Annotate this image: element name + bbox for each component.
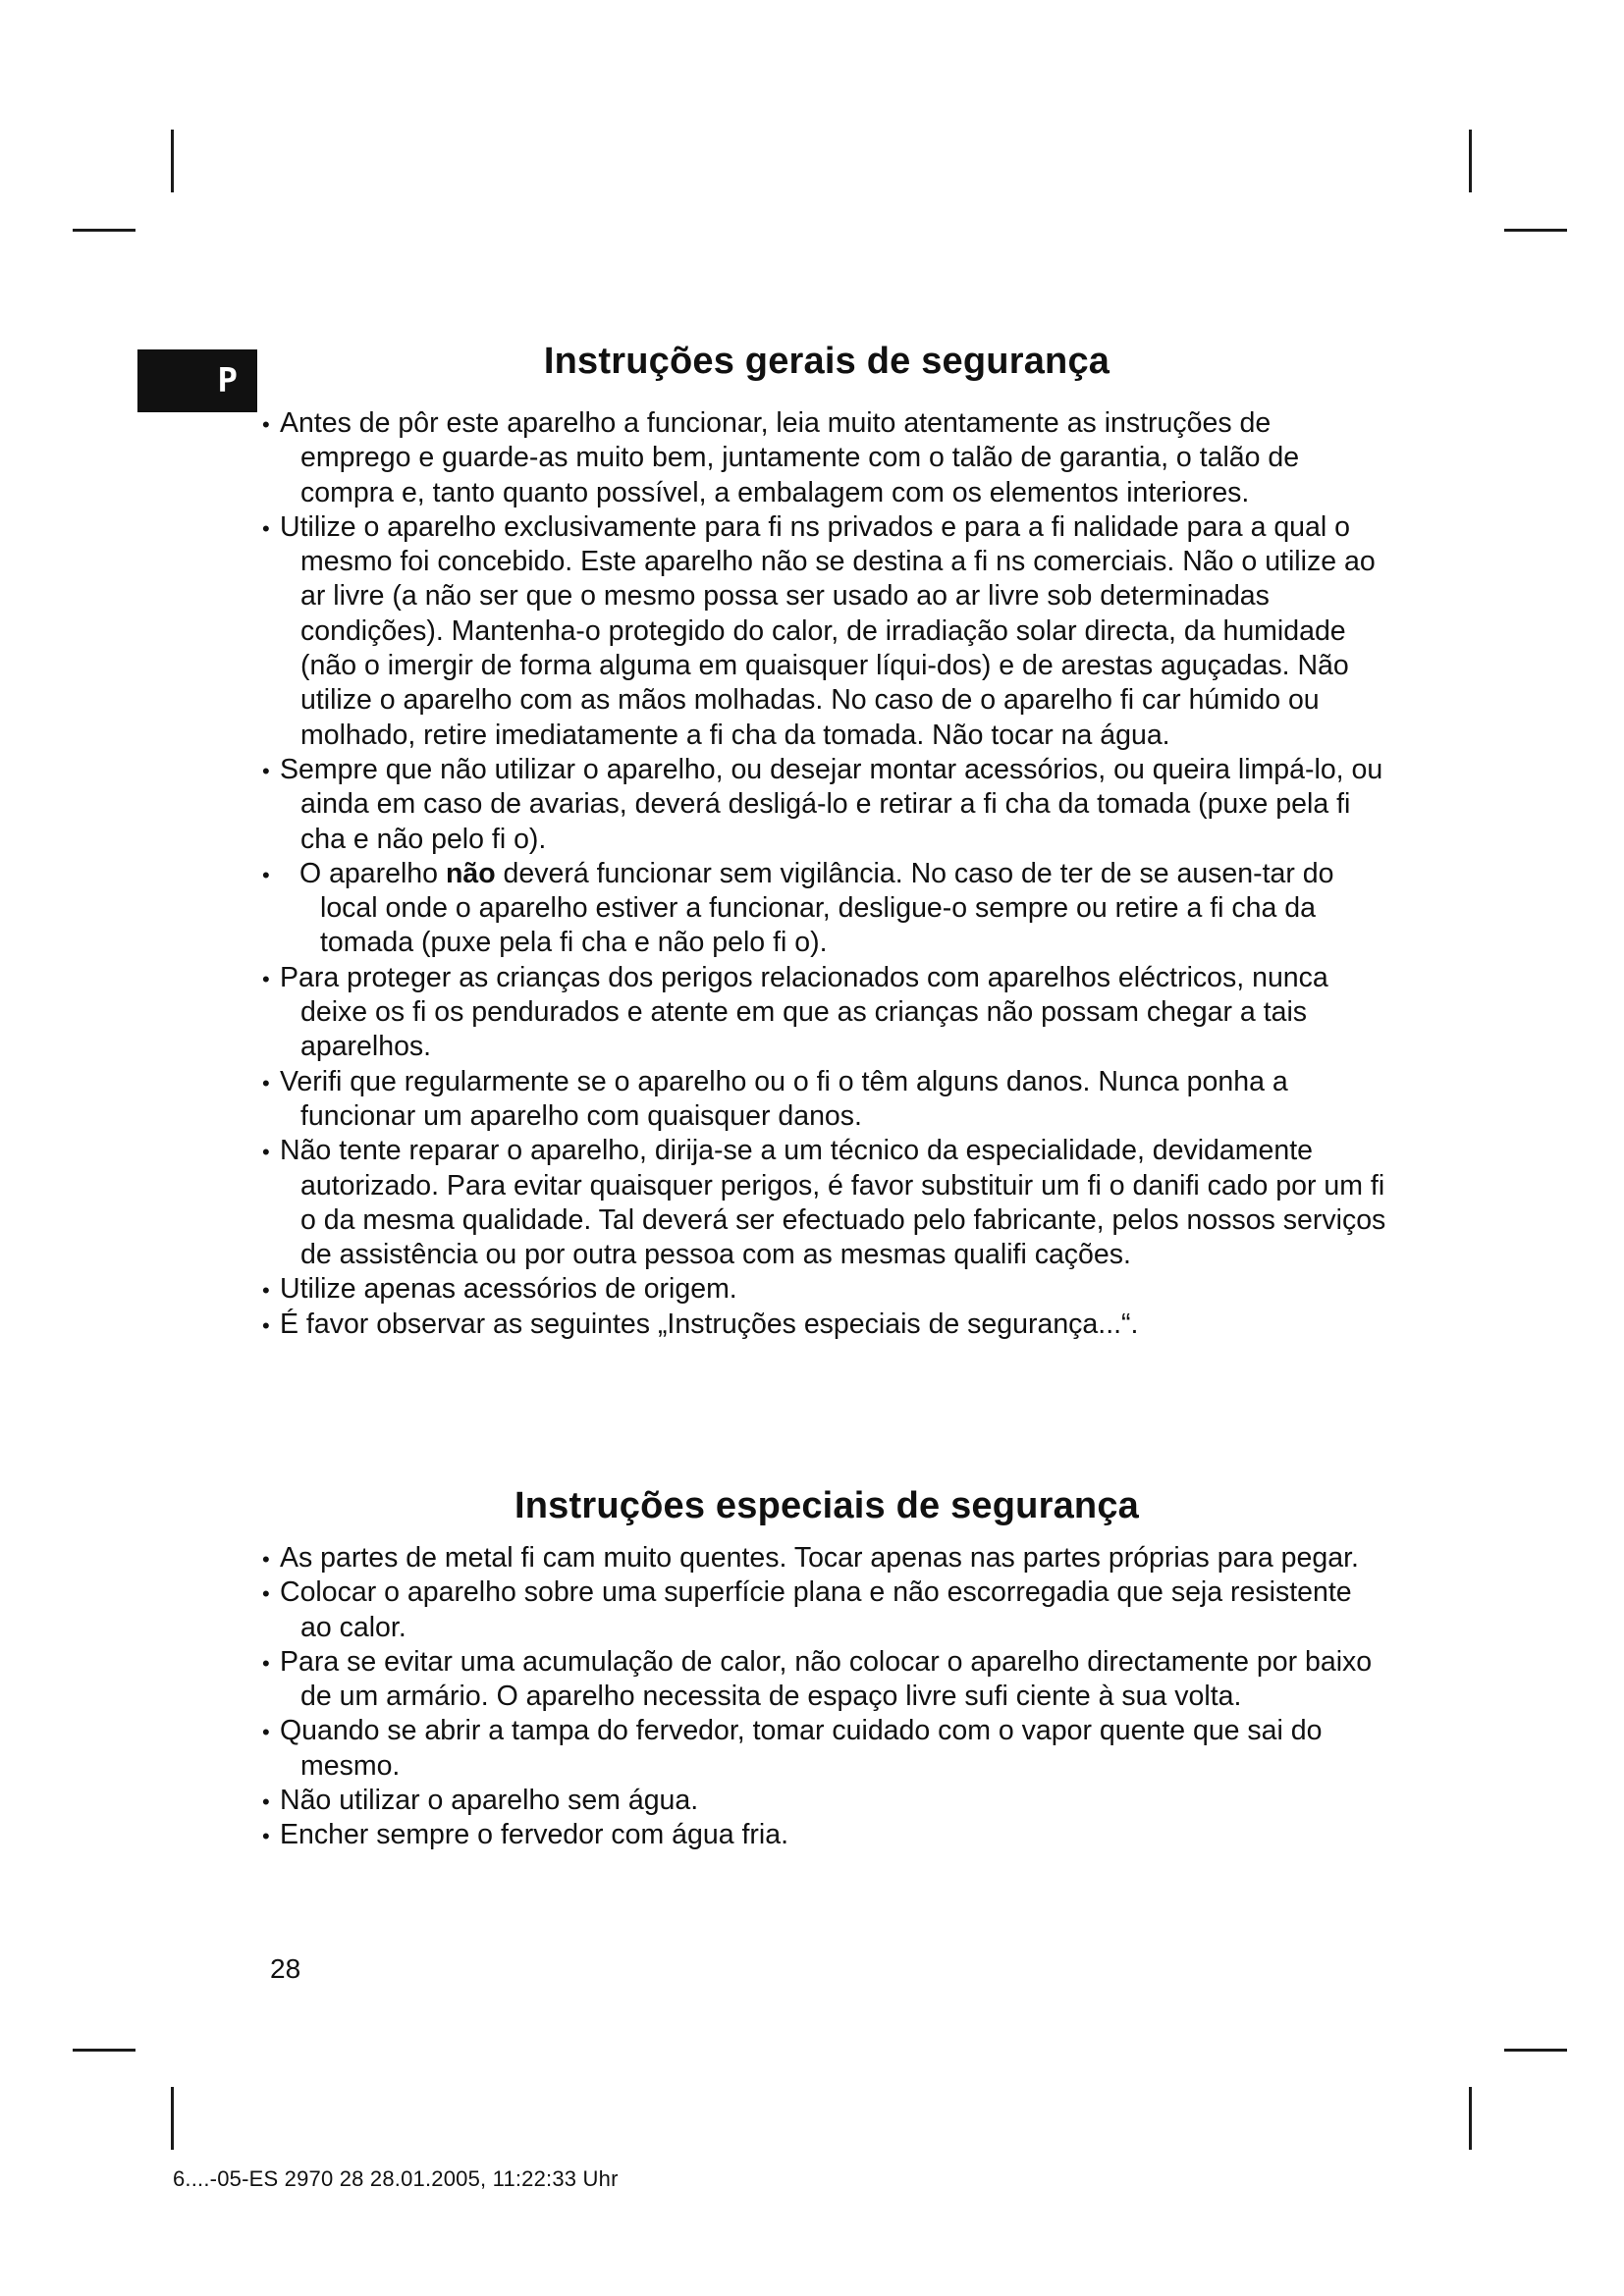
list-item: • Antes de pôr este aparelho a funcionar, leia muito atentamente as instruções de emprego e guarde-as muito bem, juntamente com o talão de garantia, o talão de compra e, tanto quanto possível, a embalagem com os elementos interiores. [267, 406, 1386, 510]
special-safety-list [267, 1541, 1386, 1853]
crop-mark-top-right-vertical [1469, 130, 1472, 192]
list-item: • Verifi que regularmente se o aparelho ou o fi o têm alguns danos. Nunca ponha a funcionar um aparelho com quaisquer danos. [267, 1065, 1386, 1135]
print-footer: 6....-05-ES 2970 28 28.01.2005, 11:22:33 Uhr [173, 2166, 619, 2191]
list-item: • Sempre que não utilizar o aparelho, ou desejar montar acessórios, ou queira limpá-lo, ou ainda em caso de avarias, deverá desligá-lo e retirar a fi cha da tomada (puxe pela fi cha e não pelo fi o). [267, 753, 1386, 857]
list-item: • Quando se abrir a tampa do fervedor, tomar cuidado com o vapor quente que sai do mesmo. [267, 1714, 1386, 1784]
crop-mark-top-right-horizontal [1504, 229, 1567, 232]
section-title-special: Instruções especiais de segurança [514, 1485, 1139, 1526]
page-number: 28 [270, 1953, 301, 1984]
list-item [267, 857, 1386, 961]
list-item: • É favor observar as seguintes „Instruções especiais de segurança...“. [267, 1308, 1386, 1342]
list-item: • Colocar o aparelho sobre uma superfície plana e não escorregadia que seja resistente ao calor. [267, 1575, 1386, 1645]
list-item: • Utilize o aparelho exclusivamente para fi ns privados e para a fi nalidade para a qual o mesmo foi concebido. Este aparelho não se destina a fi ns comerciais. Não o utilize ao ar livre (a não ser que o mesmo possa ser usado ao ar livre sob determinadas condições). Mantenha-o protegido do calor, de irradiação solar directa, da humidade (não o imergir de forma alguma em quaisquer líqui-dos) e de arestas aguçadas. Não utilize o aparelho com as mãos molhadas. No caso de o aparelho fi car húmido ou molhado, retire imediatamente a fi cha da tomada. Não tocar na água. [267, 510, 1386, 753]
list-item-text-after: deverá funcionar sem vigilância. No caso de ter de se ausen-tar do local onde o aparelho estiver a funcionar, desligue-o sempre ou retire a fi cha da tomada (puxe pela fi cha e não pelo fi o). [320, 857, 1334, 959]
crop-mark-top-left-vertical [171, 130, 174, 192]
language-tab: P [137, 349, 257, 412]
list-item-emphasis: não [445, 857, 496, 889]
crop-mark-bottom-right-horizontal [1504, 2049, 1567, 2052]
list-item: • Para se evitar uma acumulação de calor, não colocar o aparelho directamente por baixo de um armário. O aparelho necessita de espaço livre sufi ciente à sua volta. [267, 1645, 1386, 1715]
list-item: • As partes de metal fi cam muito quentes. Tocar apenas nas partes próprias para pegar. [267, 1541, 1386, 1575]
list-item: • Encher sempre o fervedor com água fria. [267, 1818, 1386, 1852]
list-item: • Para proteger as crianças dos perigos relacionados com aparelhos eléctricos, nunca deixe os fi os pendurados e atente em que as crianças não possam chegar a tais aparelhos. [267, 961, 1386, 1065]
general-safety-list [267, 406, 1386, 1342]
list-item: • Não utilizar o aparelho sem água. [267, 1784, 1386, 1818]
list-item-text-before: O aparelho [299, 857, 446, 889]
crop-mark-top-left-horizontal [73, 229, 135, 232]
crop-mark-bottom-right-vertical [1469, 2087, 1472, 2150]
section-title-general: Instruções gerais de segurança [543, 341, 1110, 382]
list-item: • Não tente reparar o aparelho, dirija-se a um técnico da especialidade, devidamente autorizado. Para evitar quaisquer perigos, é favor substituir um fi o danifi cado por um fi o da mesma qualidade. Tal deverá ser efectuado pelo fabricante, pelos nossos serviços de assistência ou por outra pessoa com as mesmas qualifi cações. [267, 1134, 1386, 1272]
crop-mark-bottom-left-vertical [171, 2087, 174, 2150]
crop-mark-bottom-left-horizontal [73, 2049, 135, 2052]
list-item: • Utilize apenas acessórios de origem. [267, 1272, 1386, 1307]
